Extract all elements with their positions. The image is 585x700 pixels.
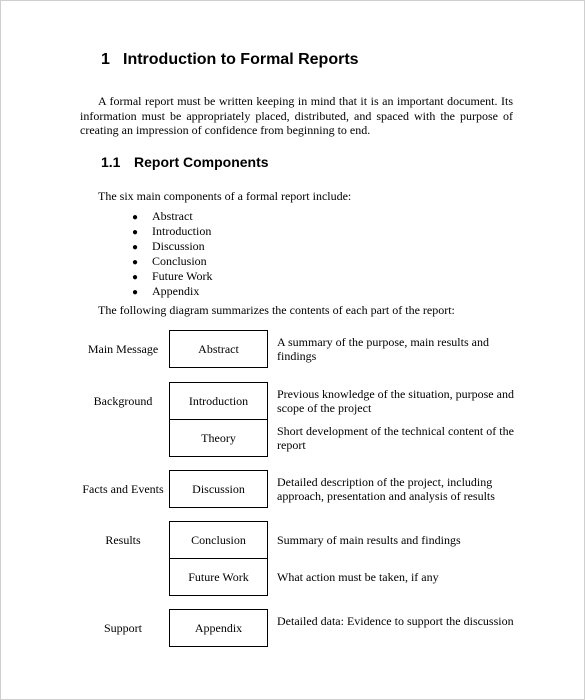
- diagram-desc-abstract: A summary of the purpose, main results and findings: [277, 335, 489, 363]
- section-title: Introduction to Formal Reports: [123, 51, 359, 68]
- diagram-desc-discussion: Detailed description of the project, including approach, presentation and analysis of results: [277, 475, 495, 503]
- diagram-intro: The following diagram summarizes the contents of each part of the report:: [98, 303, 455, 317]
- diagram-desc-introduction: Previous knowledge of the situation, purpose and scope of the project: [277, 387, 514, 415]
- subsection-number: 1.1: [101, 154, 121, 170]
- list-item: ● Conclusion: [132, 254, 207, 268]
- diagram-label-results: Results: [105, 533, 141, 547]
- diagram-box-theory: Theory: [169, 419, 268, 457]
- diagram-box-appendix: Appendix: [169, 609, 268, 647]
- diagram-desc-theory: Short development of the technical content of the report: [277, 424, 514, 452]
- bullet-icon: ●: [132, 227, 139, 238]
- list-item: ● Appendix: [132, 284, 200, 298]
- components-lead: The six main components of a formal report include:: [98, 189, 352, 203]
- diagram-label-background: Background: [93, 394, 153, 408]
- bullet-icon: ●: [132, 272, 139, 283]
- diagram-label-facts-and-events: Facts and Events: [82, 482, 164, 496]
- diagram-label-main-message: Main Message: [87, 342, 159, 356]
- components-list: [132, 209, 212, 299]
- bullet-icon: ●: [132, 242, 139, 253]
- section-heading: [101, 51, 359, 69]
- diagram-box-discussion: Discussion: [169, 470, 268, 508]
- diagram-box-introduction: Introduction: [169, 382, 268, 420]
- list-item: ● Introduction: [132, 224, 212, 238]
- diagram-label-support: Support: [103, 621, 142, 635]
- list-item: ● Abstract: [132, 209, 193, 223]
- diagram-box-abstract: Abstract: [169, 330, 268, 368]
- subsection-heading: [101, 154, 269, 170]
- bullet-icon: ●: [132, 257, 139, 268]
- diagram-desc-conclusion: Summary of main results and findings: [277, 533, 461, 547]
- section-number: 1: [101, 51, 110, 68]
- diagram-box-conclusion: Conclusion: [169, 521, 268, 559]
- bullet-icon: ●: [132, 212, 139, 223]
- list-item: ● Future Work: [132, 269, 213, 283]
- subsection-title: Report Components: [134, 154, 269, 170]
- intro-paragraph: A formal report must be written keeping in mind that it is an important document. Its information must be appropriately placed, distributed, and spaced with the purpose of creating an impression of confidence from beginning to end.: [80, 94, 513, 137]
- list-item: ● Discussion: [132, 239, 205, 253]
- diagram-box-future-work: Future Work: [169, 558, 268, 596]
- bullet-icon: ●: [132, 287, 139, 298]
- diagram-desc-future-work: What action must be taken, if any: [277, 570, 439, 584]
- diagram-desc-appendix: Detailed data: Evidence to support the discussion: [277, 614, 514, 628]
